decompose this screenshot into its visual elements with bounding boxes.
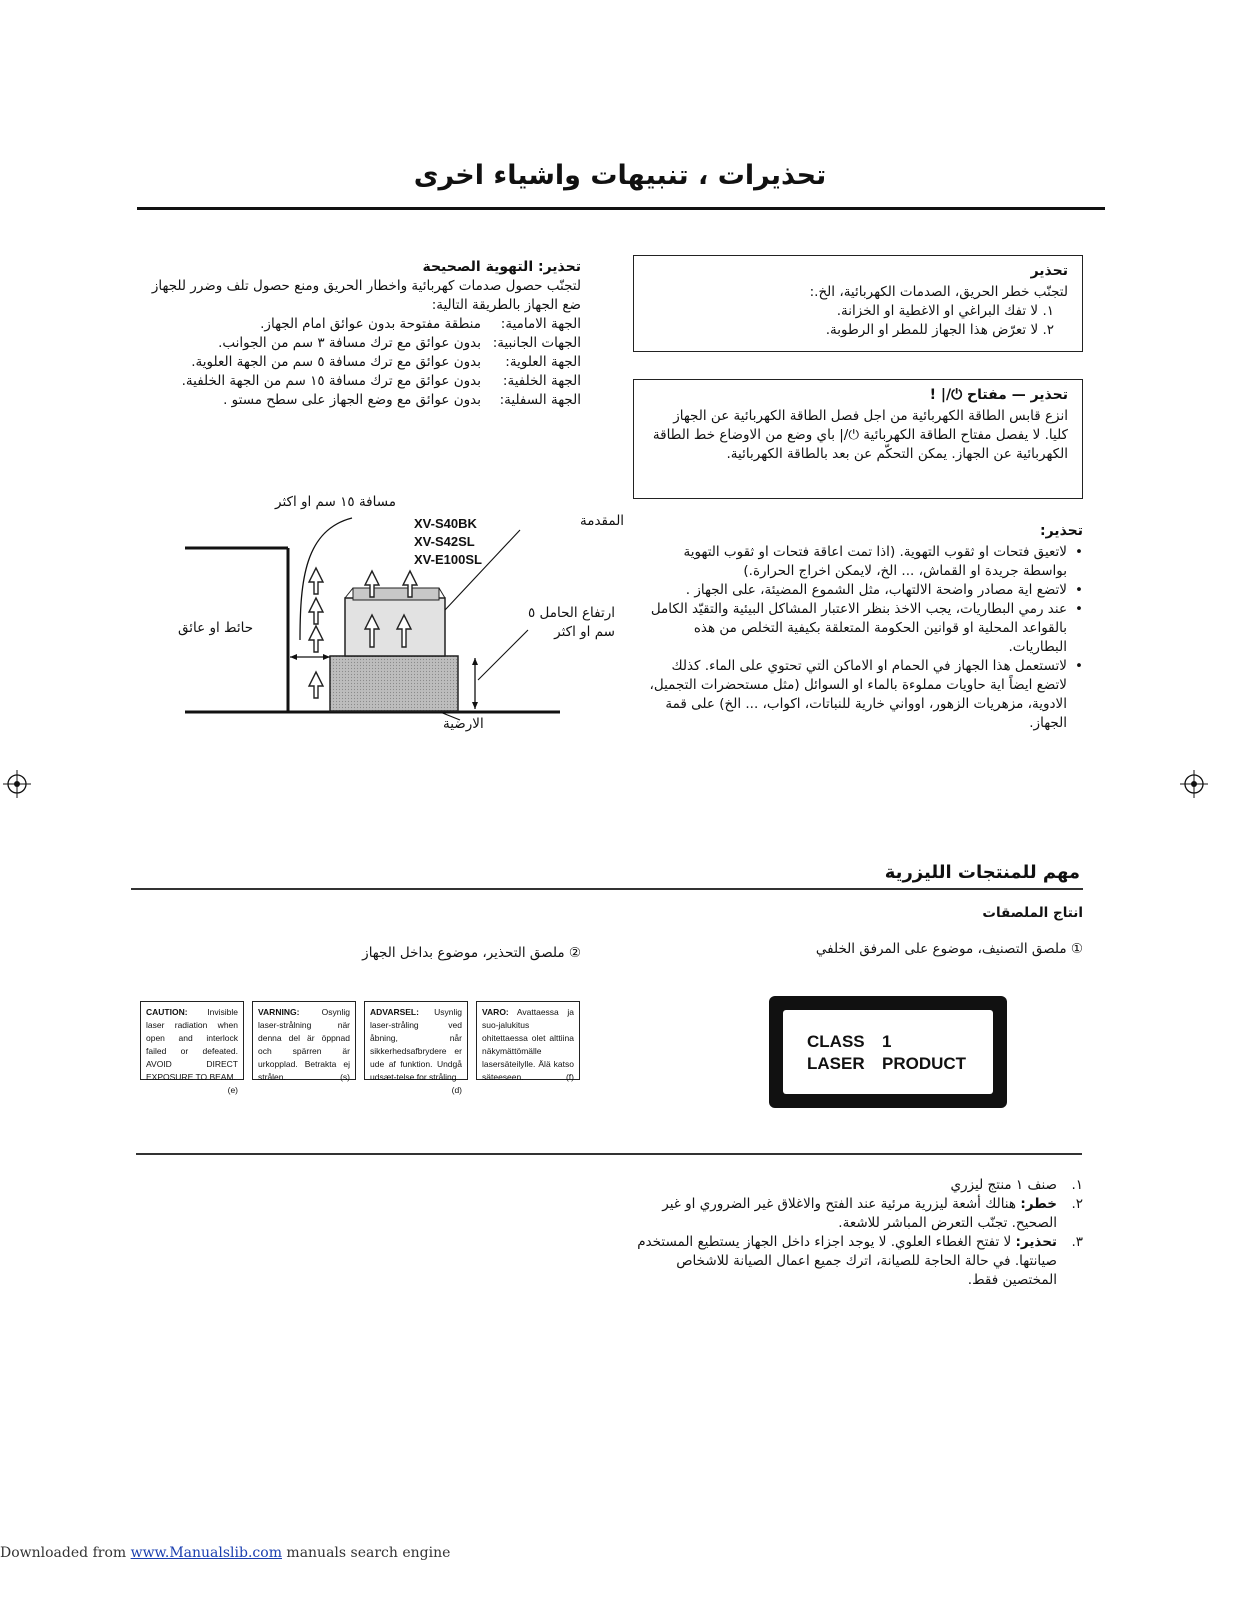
section-rule bbox=[131, 888, 1083, 890]
note-number: ٣. bbox=[1071, 1234, 1083, 1250]
note-item bbox=[630, 1195, 1083, 1233]
laser-label-class: CLASS bbox=[807, 1032, 865, 1051]
note-number: ١. bbox=[1071, 1177, 1083, 1193]
caution-item: • عند رمي البطاريات، يجب الاخذ بنظر الاعتبار المشاكل البيئية والتقيّد الكامل بالقواعد المحلية او قوانين الحكومة المتعلقة بكيفية التخلص من هذه البطاريات. bbox=[640, 600, 1067, 657]
item-text: لا تفك البراغي او الاغطية او الخزانة. bbox=[836, 303, 1039, 319]
laser-section-title: مهم للمنتجات الليزرية bbox=[884, 862, 1080, 883]
notes-rule bbox=[136, 1153, 1082, 1155]
warning-box-intro: لتجنّب خطر الحريق، الصدمات الكهربائية، الخ.: bbox=[809, 284, 1068, 300]
class1-laser-label bbox=[769, 996, 1007, 1108]
warning-box bbox=[633, 255, 1083, 352]
title-rule bbox=[137, 207, 1105, 210]
note-bold: خطر: bbox=[1020, 1196, 1057, 1212]
footer-link[interactable]: www.Manualslib.com bbox=[130, 1545, 282, 1561]
laser-label-number: 1 bbox=[882, 1032, 892, 1051]
caution-item: • لاتعيق فتحات او ثقوب التهوية. (اذا تمت اعاقة فتحات او ثقوب التهوية بواسطة جريدة او القماش، ... الخ، لايمكن اخراج الحرارة.) bbox=[640, 543, 1067, 581]
row-value: بدون عوائق مع ترك مسافة ١٥ سم من الجهة الخلفية. bbox=[181, 373, 481, 389]
warning-label-english bbox=[140, 1001, 244, 1095]
ventilation-row bbox=[135, 315, 581, 334]
row-label: الجهة الخلفية: bbox=[502, 373, 581, 389]
warning-label-text: Avattaessa ja suo-jalukitus ohitettaessa olet alttiina näkymättömälle lasersäteilylle. Älä katso säteeseen. bbox=[482, 1007, 574, 1082]
row-label: الجهة الامامية: bbox=[500, 316, 581, 332]
warning-label-code: (f) bbox=[565, 1072, 574, 1082]
row-label: الجهة السفلية: bbox=[499, 392, 581, 408]
label-1-caption: ① ملصق التصنيف، موضوع على المرفق الخلفي bbox=[815, 941, 1083, 957]
warning-label-swedish bbox=[252, 1001, 356, 1080]
distance-top-label: مسافة ١٥ سم او اكثر bbox=[275, 494, 397, 510]
caution-item: • لاتستعمل هذا الجهاز في الحمام او الاماكن التي تحتوي على الماء. كذلك لاتضع ايضاً اية حاويات مملوءة بالماء او السوائل (مثل مستحضرات التجميل، الادوية، مزهريات الزهور، اوواني خارية للنباتات، اكواب، ... الخ) على قمة الجهاز. bbox=[640, 657, 1067, 733]
ventilation-row bbox=[135, 353, 581, 372]
note-item bbox=[630, 1176, 1083, 1195]
warning-label-head: CAUTION: bbox=[146, 1007, 188, 1017]
registration-mark-icon bbox=[3, 770, 31, 798]
ventilation-row bbox=[135, 372, 581, 391]
power-box-title: تحذير — مفتاح ⏻/| ! bbox=[929, 387, 1068, 403]
row-value: منطقة مفتوحة بدون عوائق امام الجهاز. bbox=[260, 316, 481, 332]
model-names bbox=[414, 515, 482, 569]
ventilation-title: تحذير: التهوية الصحيحة bbox=[422, 259, 581, 275]
ventilation-instruction: ضع الجهاز بالطريقة التالية: bbox=[431, 297, 581, 313]
height-label: ارتفاع الحامل ٥ سم او اكثر bbox=[527, 605, 615, 640]
warning-box-item bbox=[648, 321, 1068, 340]
model-name: XV-E100SL bbox=[414, 552, 482, 567]
laser-label-inner bbox=[783, 1010, 993, 1094]
row-label: الجهة العلوية: bbox=[505, 354, 581, 370]
front-label: المقدمة bbox=[580, 513, 625, 529]
laser-label-product: PRODUCT bbox=[882, 1054, 967, 1073]
caution-section bbox=[640, 522, 1083, 733]
warning-label-head: ADVARSEL: bbox=[370, 1007, 419, 1017]
wall-label: حائط او عائق bbox=[178, 620, 254, 636]
row-value: بدون عوائق مع ترك مسافة ٣ سم من الجوانب. bbox=[218, 335, 481, 351]
row-label: الجهات الجانبية: bbox=[492, 335, 581, 351]
warning-box-item bbox=[648, 302, 1068, 321]
warning-label-head: VARO: bbox=[482, 1007, 509, 1017]
caution-item: • لاتضع اية مصادر واضحة الالتهاب، مثل الشموع المضيئة، على الجهاز . bbox=[640, 581, 1067, 600]
rear-distance-curve bbox=[300, 518, 352, 640]
laser-notes bbox=[630, 1176, 1083, 1290]
labels-subtitle: انتاج الملصقات bbox=[982, 905, 1083, 921]
note-bold: تحذير: bbox=[1015, 1234, 1057, 1250]
power-box-text: انزع قابس الطاقة الكهربائية من اجل فصل الطاقة الكهربائية عن الجهاز كليا. لا يفصل مفتاح الطاقة الكهربائية ⏻/| باي وضع من الاوضاع خط الطاقة الكهربائية عن الجهاز. يمكن التحكّم عن بعد بالطاقة الكهربائية. bbox=[652, 408, 1068, 462]
power-switch-box bbox=[633, 379, 1083, 499]
stand bbox=[330, 656, 458, 711]
warning-label-head: VARNING: bbox=[258, 1007, 300, 1017]
height-leader bbox=[478, 630, 528, 680]
warning-label-text: Osynlig laser-strålning när denna del är öppnad och spärren är urkopplad. Betrakta ej strålen. bbox=[258, 1007, 350, 1082]
item-number: ١. bbox=[1042, 303, 1054, 319]
label-2-caption: ② ملصق التحذير، موضوع بداخل الجهاز bbox=[362, 945, 581, 961]
warning-label-text: Invisible laser radiation when open and interlock failed or defeated. AVOID DIRECT EXPOSURE TO BEAM. bbox=[146, 1007, 238, 1082]
ventilation-text: لتجنّب حصول صدمات كهربائية واخطار الحريق ومنع حصول تلف وضرر للجهاز bbox=[151, 278, 581, 294]
download-footer bbox=[0, 1545, 450, 1561]
registration-mark-icon bbox=[1180, 770, 1208, 798]
ventilation-row bbox=[135, 391, 581, 410]
page-title: تحذيرات ، تنبيهات واشياء اخرى bbox=[413, 160, 827, 191]
row-value: بدون عوائق مع ترك مسافة ٥ سم من الجهة العلوية. bbox=[191, 354, 481, 370]
ventilation-section bbox=[135, 258, 581, 410]
note-item bbox=[630, 1233, 1083, 1290]
unit-top bbox=[353, 588, 439, 600]
unit-body bbox=[345, 598, 445, 656]
note-text: صنف ١ منتج ليزري bbox=[950, 1177, 1057, 1193]
footer-suffix: manuals search engine bbox=[281, 1545, 451, 1561]
row-value: بدون عوائق مع وضع الجهاز على سطح مستو . bbox=[223, 392, 481, 408]
model-name: XV-S42SL bbox=[414, 534, 475, 549]
note-number: ٢. bbox=[1071, 1196, 1083, 1212]
model-name: XV-S40BK bbox=[414, 516, 477, 531]
item-text: لا تعرّض هذا الجهاز للمطر او الرطوبة. bbox=[825, 322, 1039, 338]
note-text: لا تفتح الغطاء العلوي. لا يوجد اجزاء داخل الجهاز يستطيع المستخدم صيانتها. في حالة الحاجة للصيانة، اترك جميع اعمال الصيانة للاشخاص المختصين فقط. bbox=[637, 1234, 1057, 1288]
warning-label-code: (s) bbox=[340, 1072, 350, 1082]
footer-prefix: Downloaded from bbox=[0, 1545, 131, 1561]
warning-box-title: تحذير bbox=[1030, 263, 1068, 279]
item-number: ٢. bbox=[1042, 322, 1054, 338]
warning-label-code: (d) bbox=[451, 1085, 462, 1095]
ventilation-row bbox=[135, 334, 581, 353]
warning-label-text: Usynlig laser-stråling ved åbning, når sikkerhedsafbrydere er ude af funktion. Undgå udsæt-telse for stråling bbox=[370, 1007, 462, 1082]
warning-label-danish bbox=[364, 1001, 468, 1095]
laser-label-laser: LASER bbox=[807, 1054, 865, 1073]
note-text: هنالك أشعة ليزرية مرئية عند الفتح والاغلاق غير الضروري او غير الصحيح. تجنّب التعرض المباشر للاشعة. bbox=[662, 1196, 1057, 1231]
caution-title: تحذير: bbox=[1040, 523, 1083, 539]
warning-label-finnish bbox=[476, 1001, 580, 1080]
warning-label-code: (e) bbox=[227, 1085, 238, 1095]
floor-label: الارضية bbox=[443, 716, 484, 732]
